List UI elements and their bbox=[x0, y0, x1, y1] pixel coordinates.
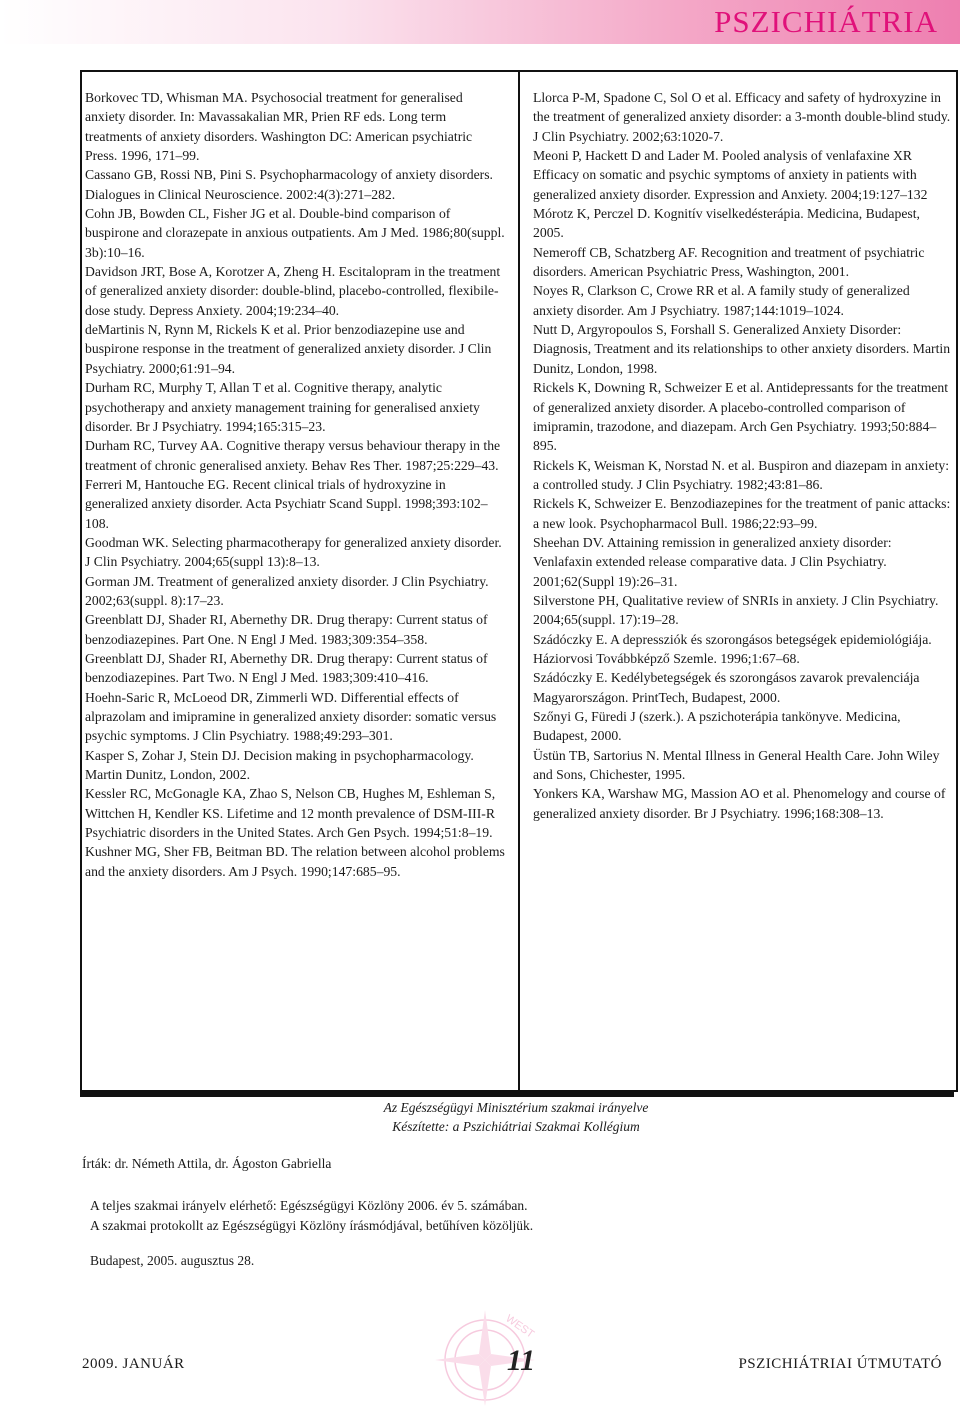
date-place: Budapest, 2005. augusztus 28. bbox=[90, 1253, 255, 1268]
reference-entry: Durham RC, Turvey AA. Cognitive therapy versus behaviour therapy in the treatment of chronic generalised anxiety. Behav Res Ther. 1987;25:229–43. bbox=[85, 438, 501, 473]
reference-entry: Cohn JB, Bowden CL, Fisher JG et al. Double-bind comparison of buspirone and clorazepate in anxious outpatients. Am J Med. 1986;80(suppl. 3b):10–16. bbox=[85, 206, 505, 260]
reference-entry: Rickels K, Weisman K, Norstad N. et al. Buspiron and diazepam in anxiety: a controlled study. J Clin Psychiatry. 1982;43:81–86. bbox=[533, 457, 950, 492]
availability-line: A teljes szakmai irányelv elérhető: Egészségügyi Közlöny 2006. év 5. számában. bbox=[90, 1198, 528, 1213]
reference-entry: Hoehn-Saric R, McLoeod DR, Zimmerli WD. Differential effects of alprazolam and imipramine in generalized anxiety disorder: somatic versus psychic symptoms. J Clin Psychiatry. 1988;49:293–301. bbox=[85, 689, 497, 744]
reference-entry: Noyes R, Clarkson C, Crowe RR et al. A family study of generalized anxiety disorder. Am J Psychiatry. 1987;144:1019–1024. bbox=[533, 283, 910, 318]
compass-label: WEST bbox=[503, 1312, 537, 1341]
reference-entry: Ferreri M, Hantouche EG. Recent clinical trials of hydroxyzine in generalized anxiety disorder. Acta Psychiatr Scand Suppl. 1998;393:102–108. bbox=[85, 476, 488, 531]
reference-entry: Goodman WK. Selecting pharmacotherapy for generalized anxiety disorder. J Clin Psychiatry. 2004;65(suppl 13):8–13. bbox=[85, 534, 502, 570]
reference-entry: Durham RC, Murphy T, Allan T et al. Cognitive therapy, analytic psychotherapy and anxiety management training for generalised anxiety disorder. Br J Psychiatry. 1994;165:315–23. bbox=[85, 380, 480, 434]
column-divider bbox=[518, 72, 520, 1090]
section-title: PSZICHIÁTRIA bbox=[714, 4, 938, 39]
reference-entry: Mórotz K, Perczel D. Kognitív viselkedésterápia. Medicina, Budapest, 2005. bbox=[533, 206, 920, 241]
endorsement-ministry: Az Egészségügyi Minisztérium szakmai irányelve bbox=[383, 1100, 649, 1115]
reference-entry: Davidson JRT, Bose A, Korotzer A, Zheng H. Escitalopram in the treatment of generalized anxiety disorder: double-blind, placebo-controlled, flexibile-dose study. Depress Anxiety. 2004;19:234–40. bbox=[85, 264, 501, 318]
reference-entry: Szádóczky E. A depressziók és szorongásos betegségek epidemiológiája. Háziorvosi Továbbképző Szemle. 1996;1:67–68. bbox=[533, 631, 932, 666]
reference-entry: Greenblatt DJ, Shader RI, Abernethy DR. Drug therapy: Current status of benzodiazepines. Part Two. N Engl J Med. 1983;309:410–416. bbox=[85, 650, 488, 686]
reference-entry: Greenblatt DJ, Shader RI, Abernethy DR. Drug therapy: Current status of benzodiazepines. Part One. N Engl J Med. 1983;309:354–358. bbox=[85, 612, 488, 647]
endorsement-college: Készítette: a Pszichiátriai Szakmai Kollégium bbox=[392, 1119, 640, 1134]
authors: Írták: dr. Németh Attila, dr. Ágoston Gabriella bbox=[82, 1156, 332, 1171]
reference-entry: Rickels K, Schweizer E. Benzodiazepines for the treatment of panic attacks: a new look. Psychopharmacol Bull. 1986;22:93–99. bbox=[533, 496, 951, 531]
reference-entry: Borkovec TD, Whisman MA. Psychosocial treatment for generalised anxiety disorder. In: Mavassakalian MR, Prien RF eds. Long term treatments of anxiety disorders. Washington DC: American psychiatric Press. 1996, 171–99. bbox=[85, 90, 473, 164]
reference-entry: Üstün TB, Sartorius N. Mental Illness in General Health Care. John Wiley and Sons, Chichester, 1995. bbox=[533, 747, 940, 783]
endorsement bbox=[366, 1098, 666, 1136]
reference-entry: deMartinis N, Rynn M, Rickels K et al. Prior benzodiazepine use and buspirone response in the treatment of generalized anxiety disorder. J Clin Psychiatry. 2000;61:91–94. bbox=[85, 322, 492, 376]
references-right-column bbox=[533, 88, 951, 823]
reference-entry: Nemeroff CB, Schatzberg AF. Recognition and treatment of psychiatric disorders. American Psychiatric Press, Washington, 2001. bbox=[533, 244, 925, 280]
reference-entry: Nutt D, Argyropoulos S, Forshall S. Generalized Anxiety Disorder: Diagnosis, Treatment and its relationships to other anxiety disorders. Martin Dunitz, London, 1998. bbox=[533, 322, 951, 376]
reference-entry: Gorman JM. Treatment of generalized anxiety disorder. J Clin Psychiatry. 2002;63(suppl. 8):17–23. bbox=[85, 573, 489, 608]
issue-date: 2009. JANUÁR bbox=[82, 1356, 185, 1372]
reference-entry: Kessler RC, McGonagle KA, Zhao S, Nelson CB, Hughes M, Eshleman S, Wittchen H, Kendler KS. Lifetime and 12 month prevalence of DSM-III-R Psychiatric disorders in the United States. Arch Gen Psych. 1994;51:8–19. bbox=[85, 786, 496, 841]
publication-name: PSZICHIÁTRIAI ÚTMUTATÓ bbox=[738, 1356, 942, 1372]
reference-entry: Sheehan DV. Attaining remission in generalized anxiety disorder: Venlafaxin extended release comparative data. J Clin Psychiatry. 2001;62(Suppl 19):26–31. bbox=[533, 534, 892, 589]
reference-entry: Rickels K, Downing R, Schweizer E et al. Antidepressants for the treatment of generalized anxiety disorder. A placebo-controlled comparison of imipramin, trazodone, and diazepam. Arch Gen Psychiatry. 1993;50:884–895. bbox=[533, 380, 949, 454]
footer-rule bbox=[80, 1092, 954, 1097]
reference-entry: Szőnyi G, Füredi J (szerk.). A pszichoterápia tankönyve. Medicina, Budapest, 2000. bbox=[533, 709, 901, 744]
references-box bbox=[80, 70, 958, 1092]
reference-entry: Llorca P-M, Spadone C, Sol O et al. Efficacy and safety of hydroxyzine in the treatment of generalized anxiety disorder: a 3-month double-blind study. J Clin Psychiatry. 2002;63:1020-7. bbox=[533, 90, 951, 144]
reference-entry: Yonkers KA, Warshaw MG, Massion AO et al. Phenomelogy and course of generalized anxiety disorder. Br J Psychiatry. 1996;168:308–13. bbox=[533, 786, 946, 821]
references-left-column bbox=[85, 88, 505, 881]
reference-entry: Cassano GB, Rossi NB, Pini S. Psychopharmacology of anxiety disorders. Dialogues in Clinical Neuroscience. 2002:4(3):271–282. bbox=[85, 167, 493, 202]
page-number: 11 bbox=[506, 1344, 536, 1377]
reference-entry: Meoni P, Hackett D and Lader M. Pooled analysis of venlafaxine XR Efficacy on somatic and psychic symptoms of anxiety in patients with generalized anxiety disorder. Expression and Anxiety. 2004;19:127–132 bbox=[533, 148, 928, 202]
reference-entry: Silverstone PH, Qualitative review of SNRIs in anxiety. J Clin Psychiatry. 2004;65(suppl. 17):19–28. bbox=[533, 592, 939, 628]
transcription-note: A szakmai protokollt az Egészségügyi Közlöny írásmódjával, betűhíven közöljük. bbox=[90, 1218, 534, 1233]
availability-note bbox=[90, 1196, 533, 1236]
reference-entry: Szádóczky E. Kedélybetegségek és szorongásos zavarok prevalenciája Magyarországon. PrintTech, Budapest, 2000. bbox=[533, 670, 920, 705]
reference-entry: Kushner MG, Sher FB, Beitman BD. The relation between alcohol problems and the anxiety disorders. Am J Psych. 1990;147:685–95. bbox=[85, 844, 505, 879]
reference-entry: Kasper S, Zohar J, Stein DJ. Decision making in psychopharmacology. Martin Dunitz, London, 2002. bbox=[85, 747, 474, 783]
